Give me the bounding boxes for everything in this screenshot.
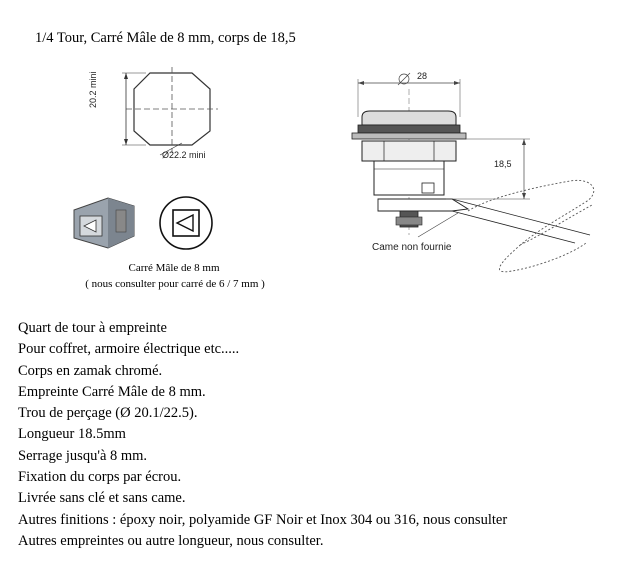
feature-item: Livrée sans clé et sans came.: [18, 490, 186, 507]
feature-item: Quart de tour à empreinte: [18, 320, 167, 336]
feature-item: Serrage jusqu'à 8 mm.: [18, 447, 148, 464]
template-height-dimension: 20.2 mini: [88, 71, 98, 108]
caption-line-1: Carré Mâle de 8 mm: [128, 262, 220, 274]
feature-item: Autres finitions : époxy noir, polyamide GF Noir et Inox 304 ou 316, nous consulter: [18, 511, 508, 528]
caption-line-2: ( nous consulter pour carré de 6 / 7 mm ): [85, 278, 265, 290]
lock-photo-illustration: [62, 192, 142, 252]
feature-item: Fixation du corps par écrou.: [18, 469, 182, 486]
feature-item: Corps en zamak chromé.: [18, 362, 163, 379]
cam-not-supplied-note: Came non fournie: [372, 242, 452, 253]
body-diameter-dimension: 28: [417, 71, 428, 81]
feature-item: Empreinte Carré Mâle de 8 mm.: [18, 383, 206, 400]
feature-list: [18, 318, 507, 552]
feature-item: Longueur 18.5mm: [18, 426, 126, 443]
feature-item: Trou de perçage (Ø 20.1/22.5).: [18, 405, 198, 422]
page-title: 1/4 Tour, Carré Mâle de 8 mm, corps de 18,5: [35, 30, 296, 46]
square-key-face-icon: [158, 195, 214, 251]
feature-item: Pour coffret, armoire électrique etc.....: [18, 341, 240, 358]
template-diameter-dimension: Ø22.2 mini: [162, 150, 206, 160]
body-length-dimension: 18,5: [494, 159, 512, 169]
feature-item: Autres empreintes ou autre longueur, nous consulter.: [18, 532, 324, 549]
